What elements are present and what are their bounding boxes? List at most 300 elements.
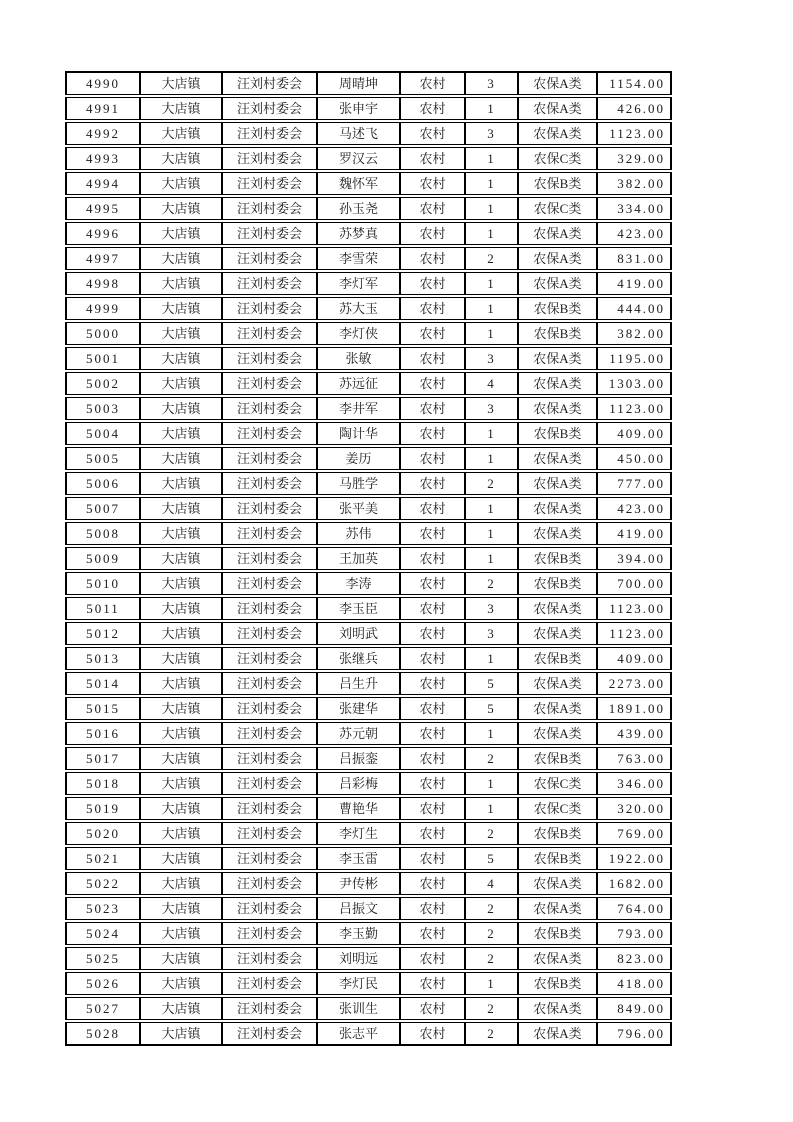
cell-insurance-category: 农保A类 <box>518 597 597 620</box>
table-row <box>65 997 672 1020</box>
table-row <box>65 497 672 520</box>
cell-residence-type: 农村 <box>400 122 465 145</box>
cell-village: 汪刘村委会 <box>222 747 317 770</box>
cell-amount: 1891.00 <box>597 697 672 720</box>
cell-person-count: 1 <box>465 97 518 120</box>
cell-serial: 4993 <box>65 147 140 170</box>
table-row <box>65 547 672 570</box>
cell-person-count: 1 <box>465 272 518 295</box>
table-row <box>65 297 672 320</box>
cell-town: 大店镇 <box>140 722 222 745</box>
cell-person-name: 尹传彬 <box>317 872 400 895</box>
cell-residence-type: 农村 <box>400 71 465 95</box>
cell-person-name: 魏怀军 <box>317 172 400 195</box>
cell-person-name: 张建华 <box>317 697 400 720</box>
cell-serial: 4998 <box>65 272 140 295</box>
cell-amount: 769.00 <box>597 822 672 845</box>
table-row <box>65 722 672 745</box>
cell-serial: 5001 <box>65 347 140 370</box>
cell-amount: 1123.00 <box>597 397 672 420</box>
cell-residence-type: 农村 <box>400 597 465 620</box>
table-row <box>65 122 672 145</box>
cell-serial: 5007 <box>65 497 140 520</box>
cell-town: 大店镇 <box>140 247 222 270</box>
cell-person-count: 2 <box>465 747 518 770</box>
cell-amount: 793.00 <box>597 922 672 945</box>
cell-town: 大店镇 <box>140 822 222 845</box>
cell-town: 大店镇 <box>140 347 222 370</box>
cell-person-name: 李玉勤 <box>317 922 400 945</box>
cell-residence-type: 农村 <box>400 247 465 270</box>
cell-town: 大店镇 <box>140 272 222 295</box>
cell-amount: 439.00 <box>597 722 672 745</box>
cell-town: 大店镇 <box>140 972 222 995</box>
cell-person-name: 李灯军 <box>317 272 400 295</box>
cell-town: 大店镇 <box>140 797 222 820</box>
cell-town: 大店镇 <box>140 222 222 245</box>
cell-amount: 382.00 <box>597 172 672 195</box>
cell-serial: 5010 <box>65 572 140 595</box>
cell-serial: 5020 <box>65 822 140 845</box>
cell-person-count: 1 <box>465 972 518 995</box>
cell-insurance-category: 农保A类 <box>518 1022 597 1046</box>
cell-serial: 5016 <box>65 722 140 745</box>
cell-amount: 382.00 <box>597 322 672 345</box>
cell-town: 大店镇 <box>140 147 222 170</box>
cell-person-count: 4 <box>465 372 518 395</box>
cell-residence-type: 农村 <box>400 422 465 445</box>
cell-residence-type: 农村 <box>400 697 465 720</box>
cell-insurance-category: 农保A类 <box>518 247 597 270</box>
cell-person-count: 3 <box>465 397 518 420</box>
cell-amount: 2273.00 <box>597 672 672 695</box>
cell-town: 大店镇 <box>140 322 222 345</box>
cell-serial: 4996 <box>65 222 140 245</box>
cell-amount: 823.00 <box>597 947 672 970</box>
cell-person-name: 马胜学 <box>317 472 400 495</box>
cell-serial: 4994 <box>65 172 140 195</box>
table-row <box>65 647 672 670</box>
cell-residence-type: 农村 <box>400 947 465 970</box>
table-row <box>65 322 672 345</box>
table-row <box>65 447 672 470</box>
cell-town: 大店镇 <box>140 522 222 545</box>
cell-town: 大店镇 <box>140 772 222 795</box>
cell-village: 汪刘村委会 <box>222 822 317 845</box>
cell-residence-type: 农村 <box>400 522 465 545</box>
cell-insurance-category: 农保A类 <box>518 697 597 720</box>
cell-serial: 5003 <box>65 397 140 420</box>
cell-amount: 1123.00 <box>597 622 672 645</box>
table-row <box>65 172 672 195</box>
cell-person-name: 吕生升 <box>317 672 400 695</box>
cell-village: 汪刘村委会 <box>222 397 317 420</box>
cell-serial: 4990 <box>65 71 140 95</box>
cell-person-count: 2 <box>465 247 518 270</box>
cell-person-name: 李雪荣 <box>317 247 400 270</box>
cell-person-count: 2 <box>465 472 518 495</box>
cell-serial: 5013 <box>65 647 140 670</box>
cell-amount: 409.00 <box>597 647 672 670</box>
table-row <box>65 397 672 420</box>
cell-town: 大店镇 <box>140 397 222 420</box>
cell-town: 大店镇 <box>140 572 222 595</box>
cell-serial: 4992 <box>65 122 140 145</box>
cell-village: 汪刘村委会 <box>222 772 317 795</box>
cell-residence-type: 农村 <box>400 747 465 770</box>
cell-amount: 419.00 <box>597 272 672 295</box>
cell-person-name: 吕振文 <box>317 897 400 920</box>
cell-insurance-category: 农保B类 <box>518 747 597 770</box>
cell-insurance-category: 农保A类 <box>518 397 597 420</box>
cell-village: 汪刘村委会 <box>222 572 317 595</box>
cell-town: 大店镇 <box>140 597 222 620</box>
cell-person-name: 陶计华 <box>317 422 400 445</box>
cell-residence-type: 农村 <box>400 822 465 845</box>
table-row <box>65 797 672 820</box>
cell-amount: 1195.00 <box>597 347 672 370</box>
cell-amount: 1682.00 <box>597 872 672 895</box>
cell-town: 大店镇 <box>140 847 222 870</box>
cell-village: 汪刘村委会 <box>222 347 317 370</box>
cell-person-count: 2 <box>465 897 518 920</box>
cell-village: 汪刘村委会 <box>222 622 317 645</box>
cell-residence-type: 农村 <box>400 572 465 595</box>
cell-residence-type: 农村 <box>400 197 465 220</box>
cell-town: 大店镇 <box>140 97 222 120</box>
cell-village: 汪刘村委会 <box>222 922 317 945</box>
cell-village: 汪刘村委会 <box>222 197 317 220</box>
cell-insurance-category: 农保A类 <box>518 222 597 245</box>
cell-insurance-category: 农保B类 <box>518 297 597 320</box>
table-row <box>65 247 672 270</box>
cell-insurance-category: 农保B类 <box>518 547 597 570</box>
cell-town: 大店镇 <box>140 122 222 145</box>
cell-serial: 5024 <box>65 922 140 945</box>
cell-insurance-category: 农保A类 <box>518 472 597 495</box>
cell-person-count: 2 <box>465 997 518 1020</box>
cell-person-count: 5 <box>465 672 518 695</box>
cell-insurance-category: 农保A类 <box>518 872 597 895</box>
cell-person-name: 孙玉尧 <box>317 197 400 220</box>
cell-person-count: 4 <box>465 872 518 895</box>
cell-person-count: 1 <box>465 647 518 670</box>
cell-person-count: 1 <box>465 197 518 220</box>
cell-serial: 5022 <box>65 872 140 895</box>
cell-person-name: 苏大玉 <box>317 297 400 320</box>
cell-amount: 409.00 <box>597 422 672 445</box>
cell-serial: 4991 <box>65 97 140 120</box>
cell-serial: 5027 <box>65 997 140 1020</box>
cell-person-name: 苏远征 <box>317 372 400 395</box>
cell-residence-type: 农村 <box>400 622 465 645</box>
cell-serial: 4999 <box>65 297 140 320</box>
table-row <box>65 972 672 995</box>
cell-village: 汪刘村委会 <box>222 247 317 270</box>
cell-amount: 777.00 <box>597 472 672 495</box>
cell-village: 汪刘村委会 <box>222 322 317 345</box>
cell-serial: 5002 <box>65 372 140 395</box>
cell-residence-type: 农村 <box>400 922 465 945</box>
cell-person-name: 王加英 <box>317 547 400 570</box>
cell-town: 大店镇 <box>140 172 222 195</box>
cell-insurance-category: 农保C类 <box>518 797 597 820</box>
cell-town: 大店镇 <box>140 297 222 320</box>
table-row <box>65 622 672 645</box>
cell-village: 汪刘村委会 <box>222 447 317 470</box>
cell-town: 大店镇 <box>140 747 222 770</box>
cell-village: 汪刘村委会 <box>222 172 317 195</box>
cell-serial: 5028 <box>65 1022 140 1046</box>
cell-village: 汪刘村委会 <box>222 497 317 520</box>
cell-person-count: 2 <box>465 922 518 945</box>
table-row <box>65 872 672 895</box>
cell-amount: 444.00 <box>597 297 672 320</box>
cell-residence-type: 农村 <box>400 897 465 920</box>
cell-person-name: 李涛 <box>317 572 400 595</box>
cell-insurance-category: 农保A类 <box>518 372 597 395</box>
cell-amount: 1154.00 <box>597 71 672 95</box>
cell-residence-type: 农村 <box>400 547 465 570</box>
cell-amount: 1922.00 <box>597 847 672 870</box>
table-row <box>65 597 672 620</box>
cell-village: 汪刘村委会 <box>222 122 317 145</box>
cell-insurance-category: 农保A类 <box>518 622 597 645</box>
cell-residence-type: 农村 <box>400 497 465 520</box>
cell-insurance-category: 农保B类 <box>518 822 597 845</box>
cell-serial: 4995 <box>65 197 140 220</box>
cell-residence-type: 农村 <box>400 847 465 870</box>
cell-residence-type: 农村 <box>400 972 465 995</box>
table-row <box>65 272 672 295</box>
cell-person-count: 2 <box>465 1022 518 1046</box>
cell-amount: 346.00 <box>597 772 672 795</box>
cell-amount: 831.00 <box>597 247 672 270</box>
cell-residence-type: 农村 <box>400 397 465 420</box>
cell-person-name: 李玉臣 <box>317 597 400 620</box>
cell-residence-type: 农村 <box>400 772 465 795</box>
cell-village: 汪刘村委会 <box>222 672 317 695</box>
table-row <box>65 472 672 495</box>
cell-serial: 5000 <box>65 322 140 345</box>
cell-person-name: 李灯生 <box>317 822 400 845</box>
cell-amount: 849.00 <box>597 997 672 1020</box>
table-row <box>65 147 672 170</box>
cell-serial: 5025 <box>65 947 140 970</box>
cell-town: 大店镇 <box>140 447 222 470</box>
cell-village: 汪刘村委会 <box>222 222 317 245</box>
cell-residence-type: 农村 <box>400 722 465 745</box>
cell-insurance-category: 农保A类 <box>518 71 597 95</box>
cell-insurance-category: 农保B类 <box>518 422 597 445</box>
cell-insurance-category: 农保B类 <box>518 922 597 945</box>
cell-village: 汪刘村委会 <box>222 722 317 745</box>
cell-insurance-category: 农保C类 <box>518 772 597 795</box>
cell-person-count: 1 <box>465 172 518 195</box>
cell-town: 大店镇 <box>140 422 222 445</box>
table-body <box>65 71 672 1046</box>
cell-residence-type: 农村 <box>400 222 465 245</box>
cell-person-name: 张继兵 <box>317 647 400 670</box>
cell-person-count: 1 <box>465 797 518 820</box>
cell-village: 汪刘村委会 <box>222 597 317 620</box>
cell-person-count: 1 <box>465 297 518 320</box>
cell-amount: 334.00 <box>597 197 672 220</box>
cell-person-count: 3 <box>465 622 518 645</box>
table-row <box>65 572 672 595</box>
cell-residence-type: 农村 <box>400 272 465 295</box>
cell-person-name: 张申宇 <box>317 97 400 120</box>
cell-person-count: 1 <box>465 322 518 345</box>
cell-serial: 5017 <box>65 747 140 770</box>
cell-insurance-category: 农保A类 <box>518 447 597 470</box>
cell-village: 汪刘村委会 <box>222 972 317 995</box>
cell-insurance-category: 农保A类 <box>518 722 597 745</box>
table-row <box>65 947 672 970</box>
cell-village: 汪刘村委会 <box>222 97 317 120</box>
cell-insurance-category: 农保A类 <box>518 672 597 695</box>
cell-person-count: 1 <box>465 522 518 545</box>
cell-amount: 1123.00 <box>597 122 672 145</box>
cell-person-count: 2 <box>465 947 518 970</box>
cell-serial: 5008 <box>65 522 140 545</box>
cell-insurance-category: 农保A类 <box>518 97 597 120</box>
cell-residence-type: 农村 <box>400 172 465 195</box>
cell-village: 汪刘村委会 <box>222 872 317 895</box>
cell-village: 汪刘村委会 <box>222 697 317 720</box>
cell-person-name: 曹艳华 <box>317 797 400 820</box>
cell-serial: 5021 <box>65 847 140 870</box>
cell-village: 汪刘村委会 <box>222 1022 317 1046</box>
cell-person-name: 苏元朝 <box>317 722 400 745</box>
cell-amount: 450.00 <box>597 447 672 470</box>
cell-person-name: 苏梦真 <box>317 222 400 245</box>
table-row <box>65 197 672 220</box>
cell-town: 大店镇 <box>140 872 222 895</box>
cell-serial: 5009 <box>65 547 140 570</box>
cell-town: 大店镇 <box>140 497 222 520</box>
cell-serial: 5015 <box>65 697 140 720</box>
cell-person-count: 1 <box>465 422 518 445</box>
cell-serial: 5014 <box>65 672 140 695</box>
cell-person-count: 1 <box>465 147 518 170</box>
cell-insurance-category: 农保A类 <box>518 122 597 145</box>
cell-person-count: 5 <box>465 847 518 870</box>
cell-residence-type: 农村 <box>400 872 465 895</box>
cell-person-name: 李灯民 <box>317 972 400 995</box>
cell-insurance-category: 农保B类 <box>518 172 597 195</box>
cell-village: 汪刘村委会 <box>222 522 317 545</box>
cell-person-count: 1 <box>465 222 518 245</box>
table-row <box>65 422 672 445</box>
cell-person-count: 1 <box>465 447 518 470</box>
table-row <box>65 747 672 770</box>
cell-person-count: 1 <box>465 772 518 795</box>
cell-person-name: 张训生 <box>317 997 400 1020</box>
cell-town: 大店镇 <box>140 372 222 395</box>
cell-amount: 1123.00 <box>597 597 672 620</box>
cell-person-count: 2 <box>465 572 518 595</box>
cell-person-count: 5 <box>465 697 518 720</box>
cell-amount: 320.00 <box>597 797 672 820</box>
cell-residence-type: 农村 <box>400 447 465 470</box>
cell-insurance-category: 农保C类 <box>518 197 597 220</box>
cell-person-name: 吕振銮 <box>317 747 400 770</box>
cell-residence-type: 农村 <box>400 147 465 170</box>
cell-person-name: 刘明武 <box>317 622 400 645</box>
cell-person-name: 李井军 <box>317 397 400 420</box>
cell-town: 大店镇 <box>140 672 222 695</box>
cell-person-count: 3 <box>465 347 518 370</box>
cell-village: 汪刘村委会 <box>222 847 317 870</box>
cell-person-name: 周晴坤 <box>317 71 400 95</box>
cell-serial: 5026 <box>65 972 140 995</box>
table-row <box>65 697 672 720</box>
cell-insurance-category: 农保A类 <box>518 897 597 920</box>
cell-person-count: 3 <box>465 71 518 95</box>
cell-village: 汪刘村委会 <box>222 547 317 570</box>
cell-town: 大店镇 <box>140 547 222 570</box>
cell-amount: 763.00 <box>597 747 672 770</box>
cell-village: 汪刘村委会 <box>222 272 317 295</box>
cell-insurance-category: 农保B类 <box>518 572 597 595</box>
cell-insurance-category: 农保B类 <box>518 972 597 995</box>
cell-person-name: 马述飞 <box>317 122 400 145</box>
cell-village: 汪刘村委会 <box>222 422 317 445</box>
table-row <box>65 522 672 545</box>
cell-person-name: 罗汉云 <box>317 147 400 170</box>
cell-residence-type: 农村 <box>400 797 465 820</box>
cell-person-name: 苏伟 <box>317 522 400 545</box>
cell-town: 大店镇 <box>140 697 222 720</box>
cell-residence-type: 农村 <box>400 997 465 1020</box>
cell-amount: 423.00 <box>597 222 672 245</box>
cell-village: 汪刘村委会 <box>222 647 317 670</box>
cell-serial: 4997 <box>65 247 140 270</box>
table-row <box>65 897 672 920</box>
cell-town: 大店镇 <box>140 71 222 95</box>
table-row <box>65 922 672 945</box>
cell-residence-type: 农村 <box>400 372 465 395</box>
cell-village: 汪刘村委会 <box>222 797 317 820</box>
cell-town: 大店镇 <box>140 472 222 495</box>
cell-town: 大店镇 <box>140 622 222 645</box>
cell-insurance-category: 农保C类 <box>518 147 597 170</box>
cell-amount: 426.00 <box>597 97 672 120</box>
cell-residence-type: 农村 <box>400 1022 465 1046</box>
table-row <box>65 1022 672 1046</box>
cell-person-name: 吕彩梅 <box>317 772 400 795</box>
benefit-roster-table <box>65 69 672 1048</box>
cell-serial: 5005 <box>65 447 140 470</box>
cell-amount: 700.00 <box>597 572 672 595</box>
table-row <box>65 372 672 395</box>
cell-person-name: 李灯侠 <box>317 322 400 345</box>
cell-person-name: 张平美 <box>317 497 400 520</box>
cell-serial: 5019 <box>65 797 140 820</box>
cell-residence-type: 农村 <box>400 322 465 345</box>
cell-amount: 394.00 <box>597 547 672 570</box>
cell-person-name: 刘明远 <box>317 947 400 970</box>
cell-town: 大店镇 <box>140 1022 222 1046</box>
cell-amount: 764.00 <box>597 897 672 920</box>
table-row <box>65 822 672 845</box>
cell-person-count: 3 <box>465 597 518 620</box>
cell-amount: 796.00 <box>597 1022 672 1046</box>
cell-person-name: 张敏 <box>317 347 400 370</box>
cell-insurance-category: 农保A类 <box>518 947 597 970</box>
cell-serial: 5012 <box>65 622 140 645</box>
